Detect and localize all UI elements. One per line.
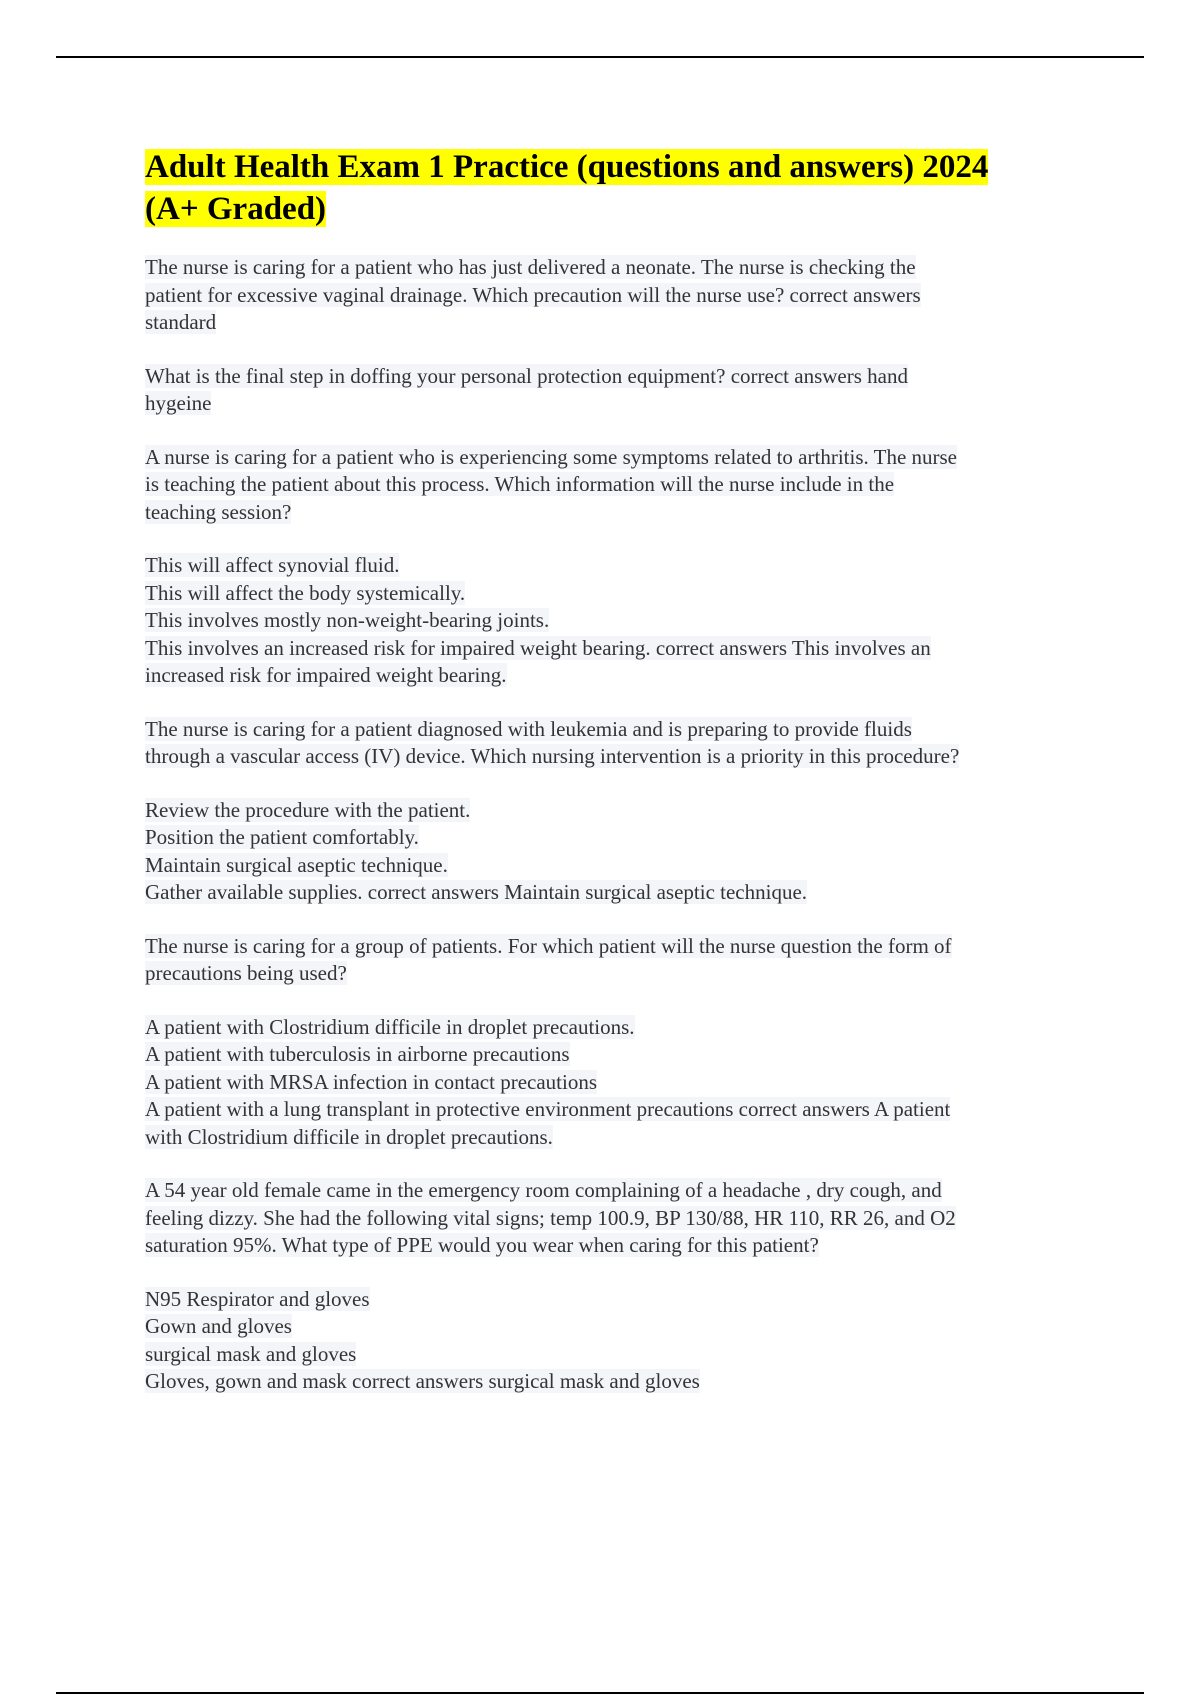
document-body xyxy=(145,146,1085,1422)
question-5-text xyxy=(145,933,1085,988)
text-line: The nurse is caring for a patient diagnosed with leukemia and is preparing to provide fluids xyxy=(145,716,912,741)
option-line: This involves an increased risk for impaired weight bearing. correct answers This involves an xyxy=(145,635,931,660)
question-2-text xyxy=(145,363,1085,418)
option-line: This involves mostly non-weight-bearing joints. xyxy=(145,608,550,632)
option-line: with Clostridium difficile in droplet precautions. xyxy=(145,1124,553,1149)
text-line: A 54 year old female came in the emergency room complaining of a headache , dry cough, and xyxy=(145,1178,942,1202)
title-line-1: Adult Health Exam 1 Practice (questions and answers) 2024 xyxy=(145,149,989,185)
document-title xyxy=(145,146,1085,230)
option-line: surgical mask and gloves xyxy=(145,1341,357,1366)
option-line: N95 Respirator and gloves xyxy=(145,1286,370,1311)
text-line: saturation 95%. What type of PPE would you wear when caring for this patient? xyxy=(145,1233,819,1257)
question-3-options xyxy=(145,552,1085,690)
text-line: A nurse is caring for a patient who is experiencing some symptoms related to arthritis. The nurse xyxy=(145,444,957,469)
text-line: teaching session? xyxy=(145,499,292,524)
option-line: A patient with a lung transplant in protective environment precautions correct answers A patient xyxy=(145,1097,951,1121)
option-line: A patient with tuberculosis in airborne precautions xyxy=(145,1042,570,1066)
option-line: Gather available supplies. correct answers Maintain surgical aseptic technique. xyxy=(145,880,808,904)
text-line: through a vascular access (IV) device. Which nursing intervention is a priority in this procedure? xyxy=(145,744,960,768)
top-rule xyxy=(56,56,1144,58)
text-line: patient for excessive vaginal drainage. Which precaution will the nurse use? correct answers xyxy=(145,282,921,307)
option-line: Position the patient comfortably. xyxy=(145,825,419,849)
question-6-options xyxy=(145,1286,1085,1396)
question-3-text xyxy=(145,444,1085,527)
question-4-options xyxy=(145,797,1085,907)
text-line: The nurse is caring for a group of patients. For which patient will the nurse question the form of xyxy=(145,933,952,958)
option-line: Maintain surgical aseptic technique. xyxy=(145,852,448,877)
option-line: Gown and gloves xyxy=(145,1314,292,1338)
question-1-text xyxy=(145,254,1085,337)
title-line-2: (A+ Graded) xyxy=(145,191,327,227)
text-line: feeling dizzy. She had the following vital signs; temp 100.9, BP 130/88, HR 110, RR 26, and O2 xyxy=(145,1205,956,1230)
text-line: The nurse is caring for a patient who has just delivered a neonate. The nurse is checking the xyxy=(145,255,916,279)
option-line: A patient with Clostridium difficile in droplet precautions. xyxy=(145,1014,635,1039)
question-6-text xyxy=(145,1177,1085,1260)
question-5-options xyxy=(145,1014,1085,1152)
bottom-rule xyxy=(56,1692,1144,1694)
option-line: increased risk for impaired weight bearing. xyxy=(145,663,507,687)
text-line: What is the final step in doffing your personal protection equipment? correct answers hand xyxy=(145,363,908,388)
option-line: A patient with MRSA infection in contact precautions xyxy=(145,1069,598,1094)
text-line: is teaching the patient about this process. Which information will the nurse include in the xyxy=(145,472,895,496)
text-line: precautions being used? xyxy=(145,961,347,985)
text-line: hygeine xyxy=(145,391,212,415)
option-line: Review the procedure with the patient. xyxy=(145,797,471,822)
option-line: This will affect the body systemically. xyxy=(145,580,466,605)
option-line: Gloves, gown and mask correct answers surgical mask and gloves xyxy=(145,1369,700,1393)
option-line: This will affect synovial fluid. xyxy=(145,553,400,577)
text-line: standard xyxy=(145,310,217,334)
question-4-text xyxy=(145,716,1085,771)
